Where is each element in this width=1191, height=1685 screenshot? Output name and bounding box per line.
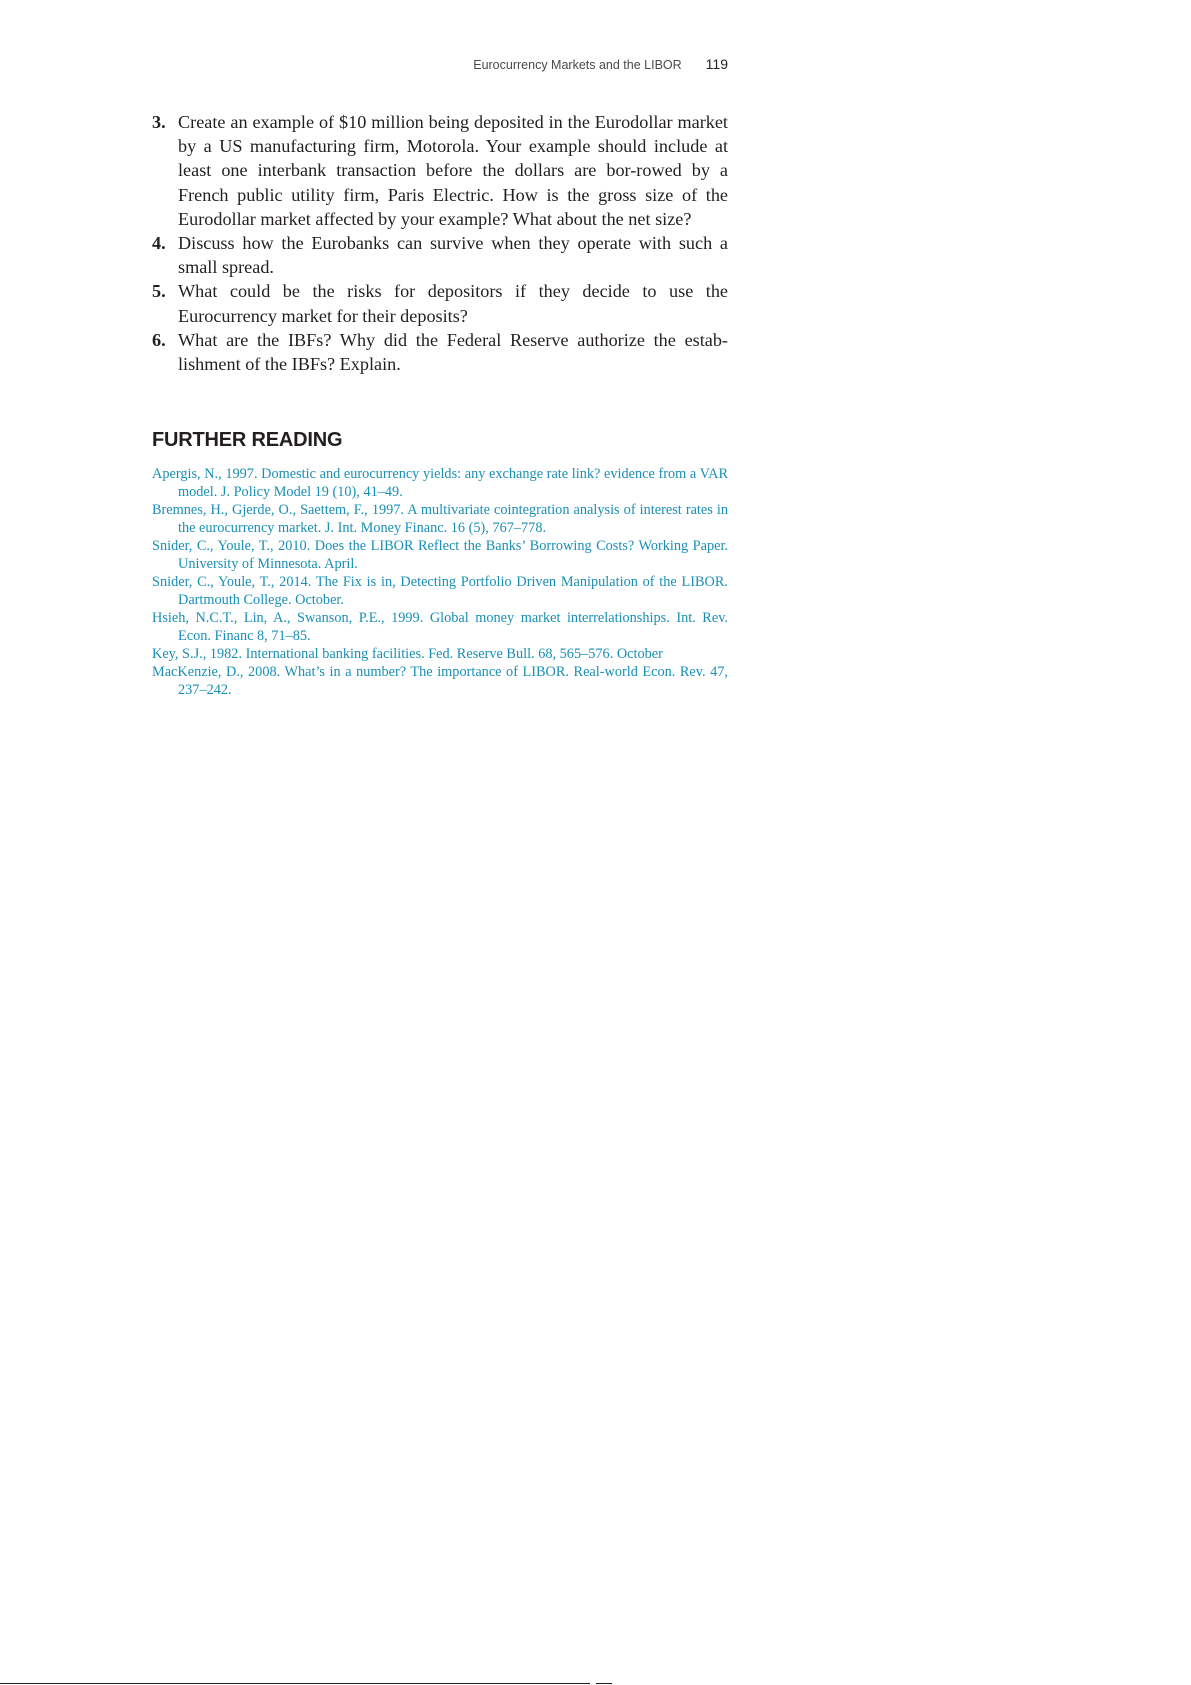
question-item bbox=[152, 231, 728, 279]
reference-link[interactable]: Bremnes, H., Gjerde, O., Saettem, F., 1997. A multivariate cointegration analysis of interest rates in the eurocurrency market. J. Int. Money Financ. 16 (5), 767–778. bbox=[152, 502, 728, 536]
question-item bbox=[152, 279, 728, 327]
question-item bbox=[152, 328, 728, 376]
question-number: 6. bbox=[152, 329, 166, 350]
reference-link[interactable]: Hsieh, N.C.T., Lin, A., Swanson, P.E., 1999. Global money market interrelationships. Int. Rev. Econ. Financ 8, 71–85. bbox=[152, 610, 728, 644]
question-text: Create an example of $10 million being deposited in the Eurodollar market by a US manufacturing firm, Motorola. Your example should include at least one interbank transaction before the dollars are bor-rowed by a French public utility firm, Paris Electric. How is the gross size of the Eurodollar market affected by your example? What about the net size? bbox=[178, 112, 728, 229]
reference-link[interactable]: Snider, C., Youle, T., 2010. Does the LIBOR Reflect the Banks’ Borrowing Costs? Working Paper. University of Minnesota. April. bbox=[152, 538, 728, 572]
page-bottom-mark bbox=[596, 1683, 612, 1684]
page-bottom-rule bbox=[0, 1683, 590, 1684]
reference-link[interactable]: Apergis, N., 1997. Domestic and eurocurrency yields: any exchange rate link? evidence from a VAR model. J. Policy Model 19 (10), 41–49. bbox=[152, 466, 728, 500]
question-text: What are the IBFs? Why did the Federal Reserve authorize the estab-lishment of the IBFs? Explain. bbox=[178, 329, 728, 375]
running-title: Eurocurrency Markets and the LIBOR bbox=[473, 58, 682, 72]
question-number: 3. bbox=[152, 112, 166, 132]
question-item bbox=[152, 110, 728, 231]
question-text: What could be the risks for depositors if they decide to use the Eurocurrency market for their deposits? bbox=[178, 281, 728, 326]
reference-link[interactable]: Key, S.J., 1982. International banking facilities. Fed. Reserve Bull. 68, 565–576. October bbox=[152, 646, 663, 662]
question-number: 4. bbox=[152, 233, 166, 254]
reference-link[interactable]: MacKenzie, D., 2008. What’s in a number? The importance of LIBOR. Real-world Econ. Rev. 47, 237–242. bbox=[152, 664, 728, 698]
page-number: 119 bbox=[705, 56, 728, 72]
question-text: Discuss how the Eurobanks can survive when they operate with such a small spread. bbox=[178, 233, 728, 278]
question-list bbox=[152, 110, 728, 376]
question-number: 5. bbox=[152, 281, 166, 302]
further-reading-heading: FURTHER READING bbox=[152, 429, 343, 451]
running-header bbox=[470, 56, 728, 72]
reference-list bbox=[152, 465, 728, 699]
reference-link[interactable]: Snider, C., Youle, T., 2014. The Fix is in, Detecting Portfolio Driven Manipulation of the LIBOR. Dartmouth College. October. bbox=[152, 574, 728, 608]
